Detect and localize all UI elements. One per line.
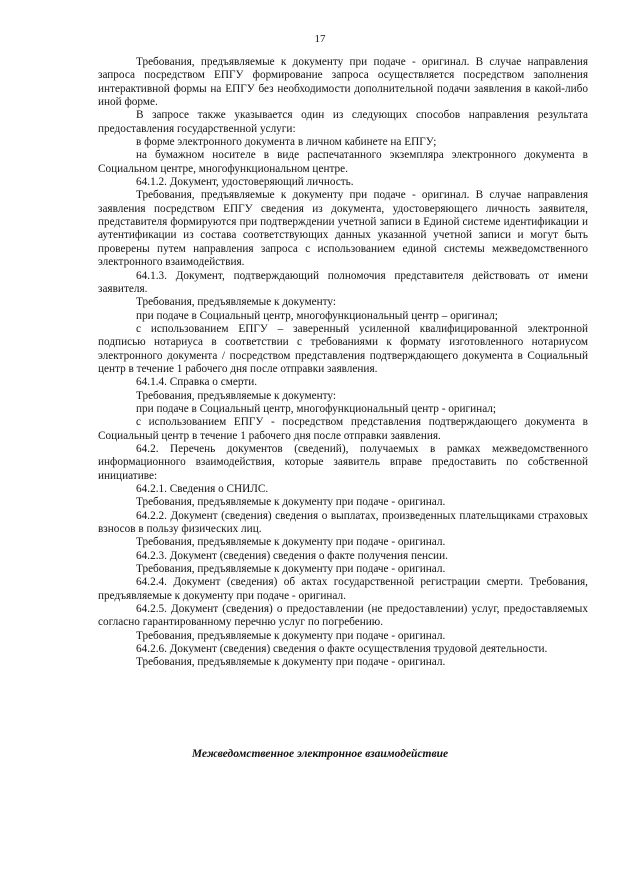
paragraph: в форме электронного документа в личном кабинете на ЕПГУ;: [136, 136, 437, 149]
paragraph: В запросе также указывается один из следующих способов направления результата предоставления государственной услуги:: [98, 109, 588, 135]
section-heading: Межведомственное электронное взаимодействие: [191, 748, 449, 760]
paragraph: 64.2.6. Документ (сведения) сведения о факте осуществления трудовой деятельности.: [136, 643, 548, 656]
paragraph: Требования, предъявляемые к документу при подаче - оригинал.: [136, 563, 446, 576]
page-number: 17: [314, 33, 326, 45]
paragraph: Требования, предъявляемые к документу:: [136, 389, 336, 402]
paragraph: 64.1.4. Справка о смерти.: [136, 376, 258, 389]
paragraph: Требования, предъявляемые к документу при подаче - оригинал.: [136, 536, 446, 549]
paragraph: 64.1.2. Документ, удостоверяющий личность.: [136, 176, 354, 189]
paragraph: Требования, предъявляемые к документу при подаче - оригинал.: [136, 496, 446, 509]
paragraph: 64.1.3. Документ, подтверждающий полномочия представителя действовать от имени заявителя.: [98, 269, 588, 295]
paragraph: 64.2.4. Документ (сведения) об актах государственной регистрации смерти. Требования, предъявляемые к документу при подаче - оригинал.: [98, 576, 588, 602]
paragraph: Требования, предъявляемые к документу при подаче - оригинал. В случае направления заявления посредством ЕПГУ сведения из документа, удостоверяющего личность заявителя, представителя формируются при подтверждении учетной записи в Единой системе идентификации и аутентификации из состава соответствующих данных указанной учетной записи и могут быть проверены путем направления запроса с использованием единой системы межведомственного электронного взаимодействия.: [98, 189, 588, 269]
paragraph: Требования, предъявляемые к документу при подаче - оригинал. В случае направления запроса посредством ЕПГУ формирование запроса осуществляется посредством заполнения интерактивной формы на ЕПГУ без необходимости дополнительной подачи заявления в какой-либо иной форме.: [98, 56, 588, 109]
paragraph: на бумажном носителе в виде распечатанного экземпляра электронного документа в Социальном центре, многофункциональном центре.: [98, 149, 588, 175]
document-body: [98, 56, 588, 670]
paragraph: при подаче в Социальный центр, многофункциональный центр – оригинал;: [136, 309, 498, 322]
paragraph: Требования, предъявляемые к документу при подаче - оригинал.: [136, 629, 446, 642]
paragraph: Требования, предъявляемые к документу:: [136, 296, 336, 309]
paragraph: 64.2.5. Документ (сведения) о предоставлении (не предоставлении) услуг, предоставляемых согласно гарантированному перечню услуг по погребению.: [98, 603, 588, 629]
paragraph: с использованием ЕПГУ - посредством представления подтверждающего документа в Социальный центр в течение 1 рабочего дня после отправки заявления.: [98, 416, 588, 442]
paragraph: с использованием ЕПГУ – заверенный усиленной квалифицированной электронной подписью нотариуса в соответствии с требованиями к формату изготовленного нотариусом электронного документа / посредством представления подтверждающего документа в Социальный центр в течение 1 рабочего дня после отправки заявления.: [98, 322, 588, 375]
paragraph: при подаче в Социальный центр, многофункциональный центр - оригинал;: [136, 402, 497, 415]
paragraph: 64.2.1. Сведения о СНИЛС.: [136, 483, 269, 495]
paragraph: 64.2.2. Документ (сведения) сведения о выплатах, произведенных плательщиками страховых взносов в пользу физических лиц.: [98, 509, 588, 536]
paragraph: Требования, предъявляемые к документу при подаче - оригинал.: [136, 656, 446, 669]
paragraph: 64.2.3. Документ (сведения) сведения о факте получения пенсии.: [136, 549, 448, 562]
paragraph: 64.2. Перечень документов (сведений), получаемых в рамках межведомственного информационного взаимодействия, которые заявитель вправе предоставить по собственной инициативе:: [98, 442, 588, 482]
